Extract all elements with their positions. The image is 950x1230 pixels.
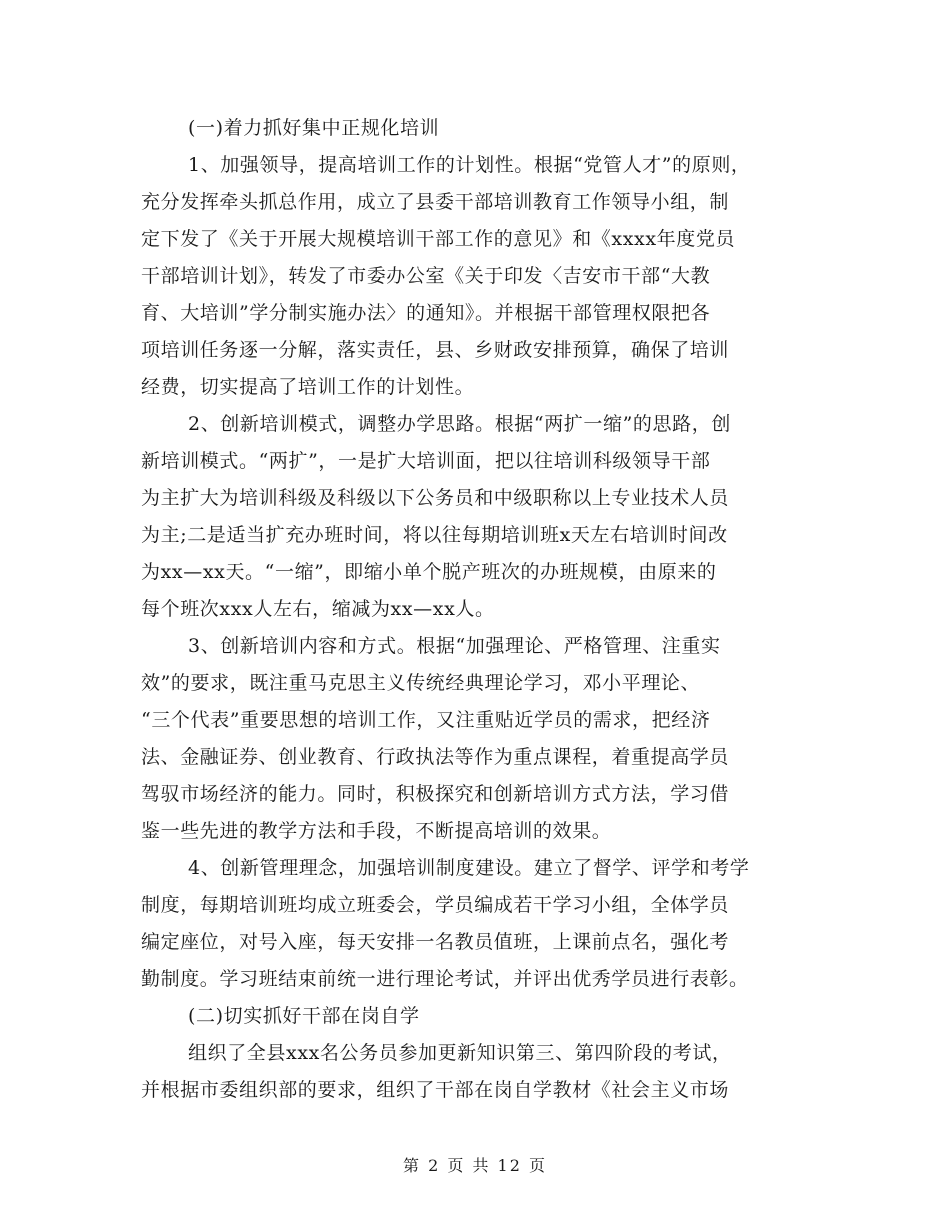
paragraph-line: 育、大培训”学分制实施办法〉的通知》。并根据干部管理权限把各 (141, 302, 711, 324)
paragraph-line: 干部培训计划》，转发了市委办公室《关于印发〈吉安市干部“大教 (141, 265, 711, 287)
paragraph-line: 勤制度。学习班结束前统一进行理论考试，并评出优秀学员进行表彰。 (141, 968, 749, 990)
paragraph-line: 定下发了《关于开展大规模培训干部工作的意见》和《xxxx年度党员 (141, 228, 736, 250)
paragraph-line: 效”的要求，既注重马克思主义传统经典理论学习，邓小平理论、 (141, 672, 701, 694)
paragraph-line: 为主;二是适当扩充办班时间，将以往每期培训班x天左右培训时间改 (141, 524, 728, 546)
paragraph-line: 4、创新管理理念，加强培训制度建设。建立了督学、评学和考学 (188, 857, 750, 879)
section-heading-1: (一)着力抓好集中正规化培训 (188, 117, 440, 139)
paragraph-line: “三个代表”重要思想的培训工作，又注重贴近学员的需求，把经济 (141, 709, 711, 731)
paragraph-line: 每个班次xxx人左右，缩减为xx—xx人。 (141, 598, 495, 620)
section-heading-2: (二)切实抓好干部在岗自学 (188, 1005, 420, 1027)
paragraph-line: 制度，每期培训班均成立班委会，学员编成若干学习小组，全体学员 (141, 894, 730, 916)
paragraph-line: 项培训任务逐一分解，落实责任，县、乡财政安排预算，确保了培训 (141, 339, 730, 361)
paragraph-line: 3、创新培训内容和方式。根据“加强理论、严格管理、注重实 (188, 635, 721, 657)
paragraph-line: 法、金融证券、创业教育、行政执法等作为重点课程，着重提高学员 (141, 746, 730, 768)
paragraph-line: 经费，切实提高了培训工作的计划性。 (141, 376, 475, 398)
paragraph-line: 充分发挥牵头抓总作用，成立了县委干部培训教育工作领导小组，制 (141, 191, 730, 213)
paragraph-line: 为主扩大为培训科级及科级以下公务员和中级职称以上专业技术人员 (141, 487, 730, 509)
paragraph-line: 并根据市委组织部的要求，组织了干部在岗自学教材《社会主义市场 (141, 1079, 730, 1101)
paragraph-line: 为xx—xx天。“一缩”，即缩小单个脱产班次的办班规模，由原来的 (141, 561, 717, 583)
paragraph-line: 2、创新培训模式，调整办学思路。根据“两扩一缩”的思路，创 (188, 413, 731, 435)
paragraph-line: 驾驭市场经济的能力。同时，积极探究和创新培训方式方法，学习借 (141, 783, 730, 805)
page-footer: 第 2 页 共 12 页 (403, 1156, 547, 1175)
paragraph-line: 新培训模式。“两扩”，一是扩大培训面，把以往培训科级领导干部 (141, 450, 711, 472)
paragraph-line: 1、加强领导，提高培训工作的计划性。根据“党管人才”的原则， (188, 154, 751, 176)
paragraph-line: 组织了全县xxx名公务员参加更新知识第三、第四阶段的考试， (188, 1042, 732, 1064)
paragraph-line: 编定座位，对号入座，每天安排一名教员值班，上课前点名，强化考 (141, 931, 730, 953)
paragraph-line: 鉴一些先进的教学方法和手段，不断提高培训的效果。 (141, 820, 612, 842)
